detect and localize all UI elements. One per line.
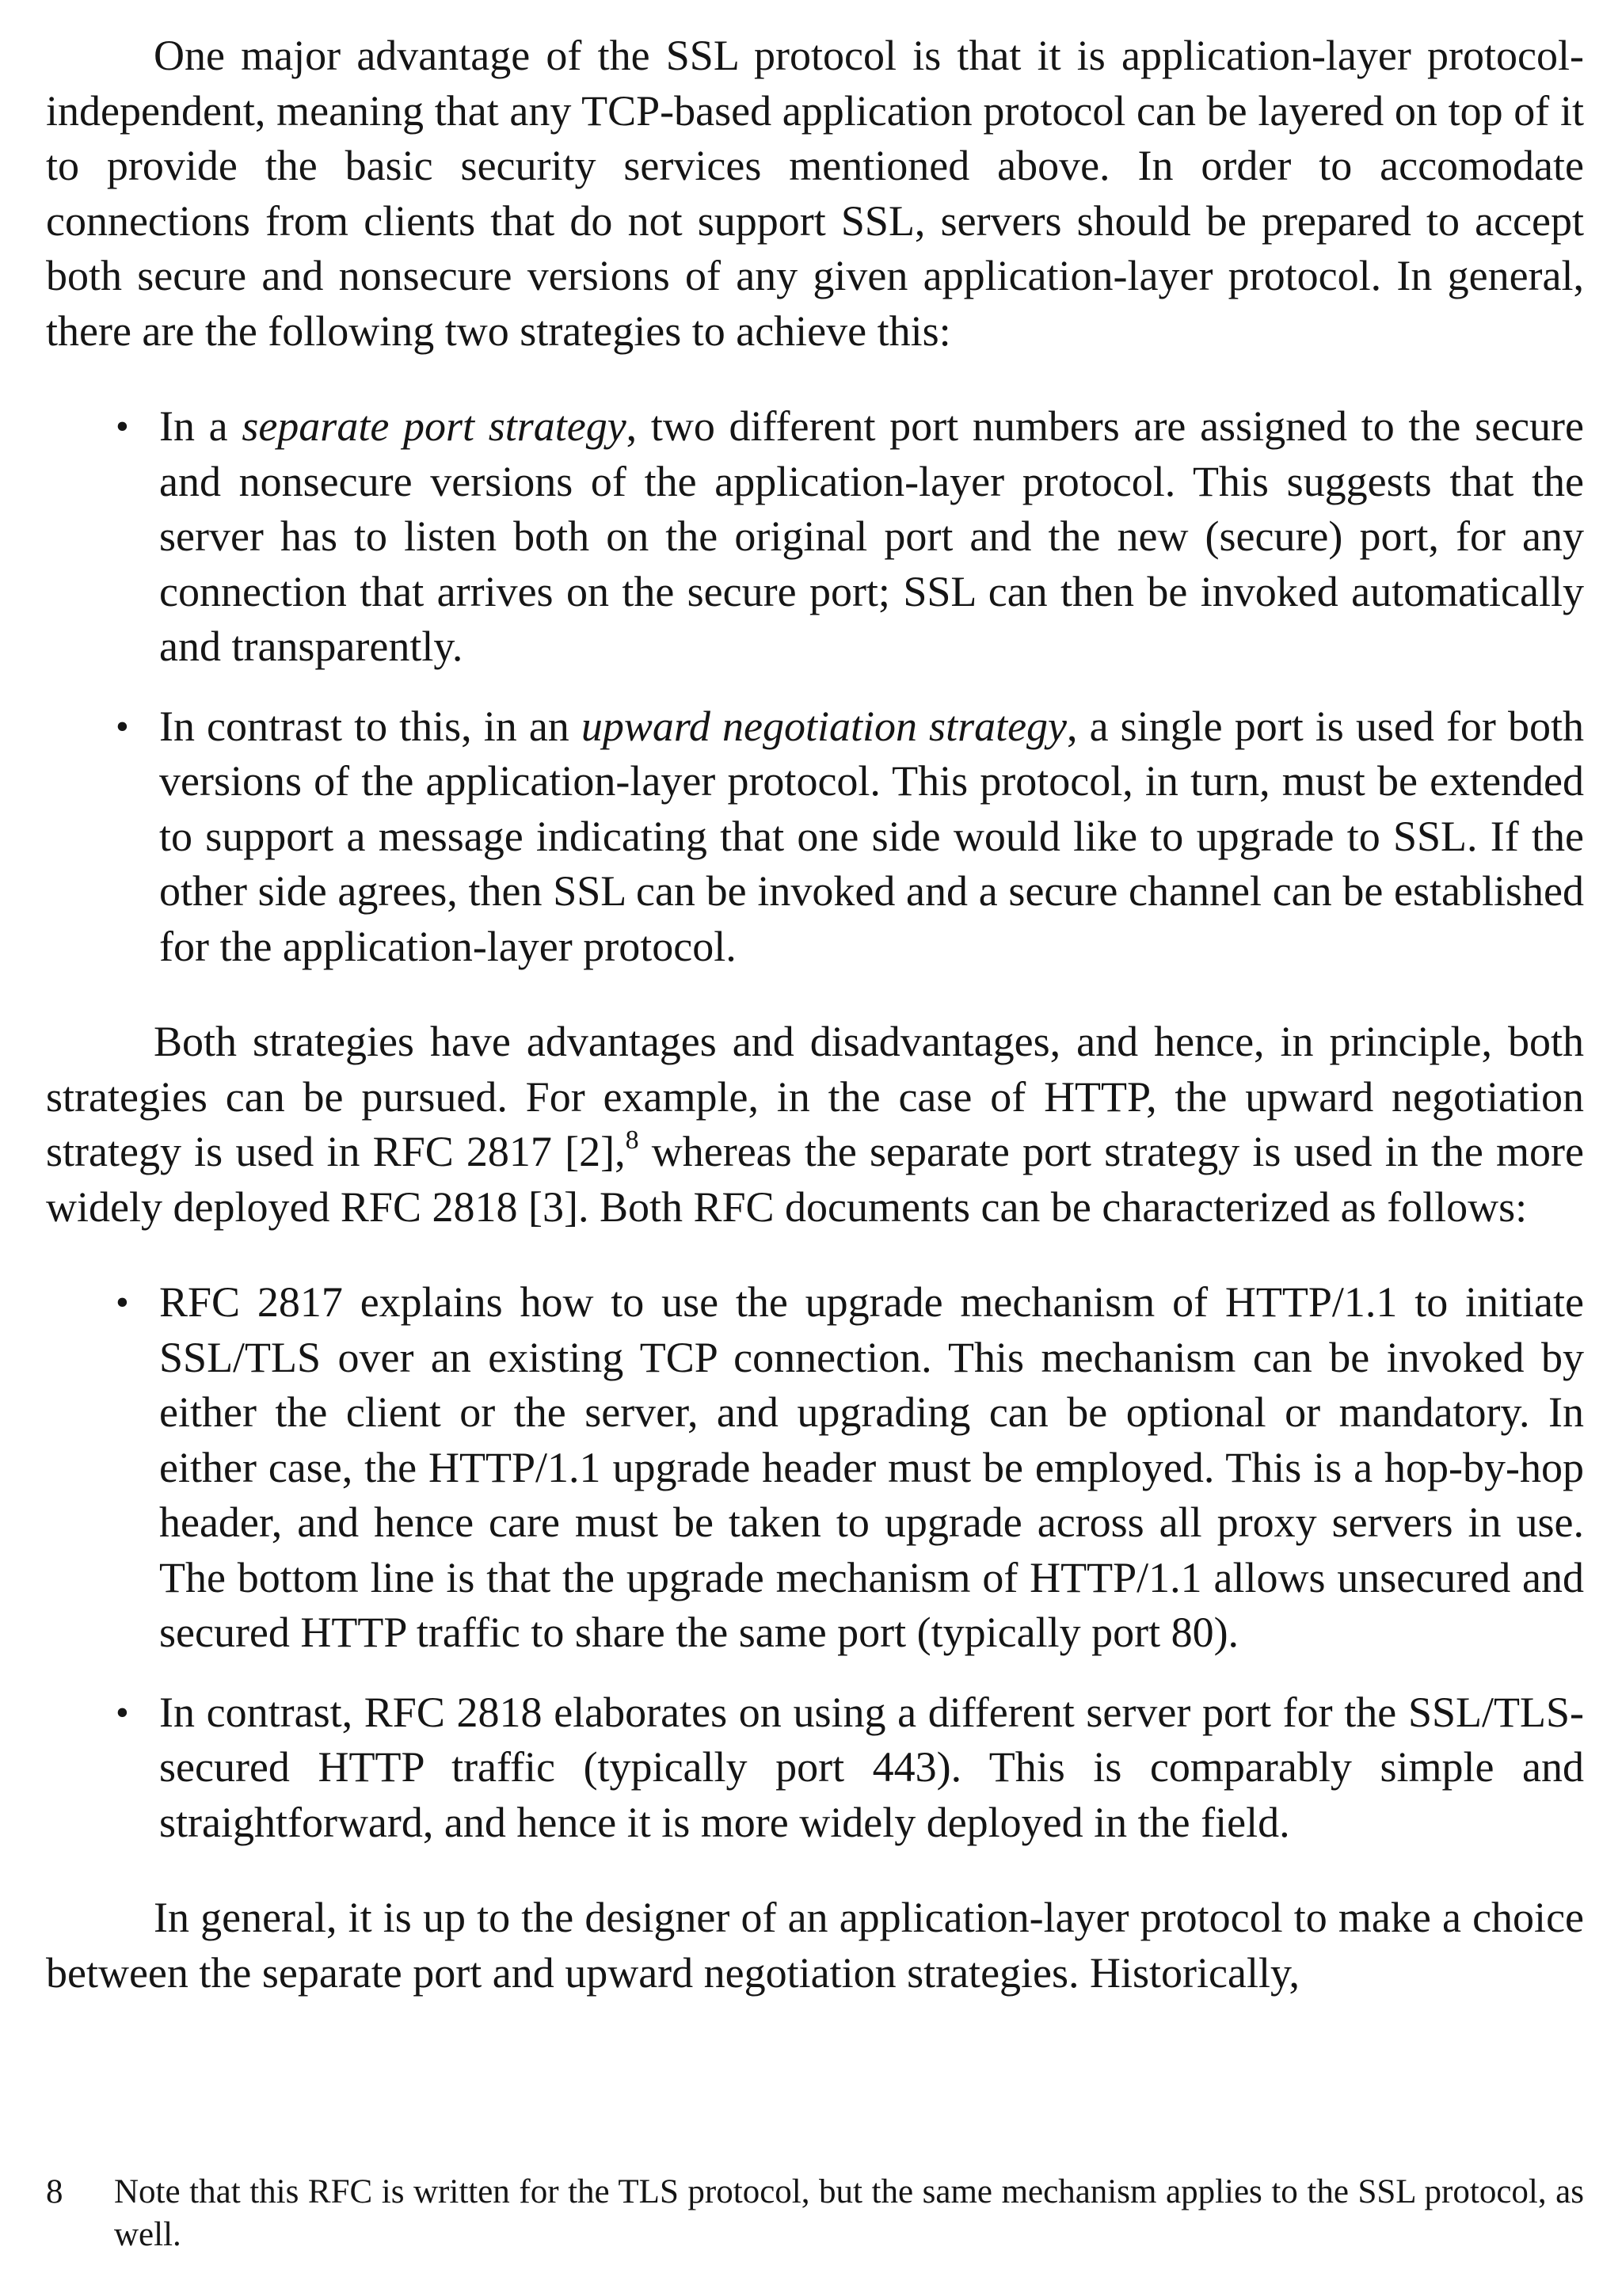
list-item-text: In a [159, 402, 242, 450]
paragraph-text: whereas the separate port strategy is used in the more widely deployed RFC 2818 [3]. Both RFC documents can be characterized as follows: [46, 1128, 1584, 1231]
bullet-icon: • [116, 1691, 129, 1734]
paragraph-designer-choice: In general, it is up to the designer of an application-layer protocol to make a choice between the separate port and upward negotiation strategies. Historically, [46, 1894, 1584, 1997]
spacer [46, 359, 1584, 399]
page-body [46, 29, 1584, 2001]
list-item-text: , a single port is used for both versions of the application-layer protocol. This protocol, in turn, must be extended to support a message indicating that one side would like to upgrade to SSL. If the other side agrees, then SSL can be invoked and a secure channel can be established for the application-layer protocol. [159, 702, 1584, 970]
list-item-upward-negotiation-strategy [46, 699, 1584, 975]
paragraph-ssl-advantage: One major advantage of the SSL protocol is that it is application-layer protocol-independent, meaning that any TCP-based application protocol can be layered on top of it to provide the basic security services mentioned above. In order to accomodate connections from clients that do not support SSL, servers should be prepared to accept both secure and nonsecure versions of any given application-layer protocol. In general, there are the following two strategies to achieve this: [46, 32, 1584, 355]
list-item-rfc-2818 [46, 1685, 1584, 1851]
bullet-icon: • [116, 705, 129, 748]
footnote-reference[interactable]: 8 [625, 1125, 639, 1155]
rfc-list [46, 1275, 1584, 1850]
list-item-rfc-2817 [46, 1275, 1584, 1661]
spacer [46, 1235, 1584, 1275]
paragraph-both-strategies [46, 1015, 1584, 1235]
list-item-separate-port-strategy [46, 399, 1584, 675]
footnote-text: Note that this RFC is written for the TLS protocol, but the same mechanism applies to the SSL protocol, as well. [114, 2173, 1584, 2253]
strategy-list [46, 399, 1584, 974]
spacer [46, 1850, 1584, 1890]
emphasized-term: separate port strategy [242, 402, 626, 450]
bullet-icon: • [116, 1281, 129, 1323]
list-item-text: In contrast to this, in an [159, 702, 581, 750]
spacer [46, 974, 1584, 1015]
footnote-number: 8 [46, 2173, 63, 2210]
emphasized-term: upward negotiation strategy [581, 702, 1068, 750]
footnote [46, 2171, 1584, 2256]
bullet-icon: • [116, 406, 129, 447]
list-item-text: In contrast, RFC 2818 elaborates on using a different server port for the SSL/TLS-secured HTTP traffic (typically port 443). This is comparably simple and straightforward, and hence it is more widely deployed in the field. [159, 1688, 1584, 1846]
list-item-text: RFC 2817 explains how to use the upgrade mechanism of HTTP/1.1 to initiate SSL/TLS over an existing TCP connection. This mechanism can be invoked by either the client or the server, and upgrading can be optional or mandatory. In either case, the HTTP/1.1 upgrade header must be employed. This is a hop-by-hop header, and hence care must be taken to upgrade across all proxy servers in use. The bottom line is that the upgrade mechanism of HTTP/1.1 allows unsecured and secured HTTP traffic to share the same port (typically port 80). [159, 1278, 1584, 1656]
paragraph-text: Both strategies have advantages and disadvantages, and hence, in principle, both strategies can be pursued. For example, in the case of HTTP, the upward negotiation strategy is used in RFC 2817 [2], [46, 1018, 1584, 1175]
list-item-text: , two different port numbers are assigned to the secure and nonsecure versions of the application-layer protocol. This suggests that the server has to listen both on the original port and the new (secure) port, for any connection that arrives on the secure port; SSL can then be invoked automatically and transparently. [159, 402, 1584, 670]
